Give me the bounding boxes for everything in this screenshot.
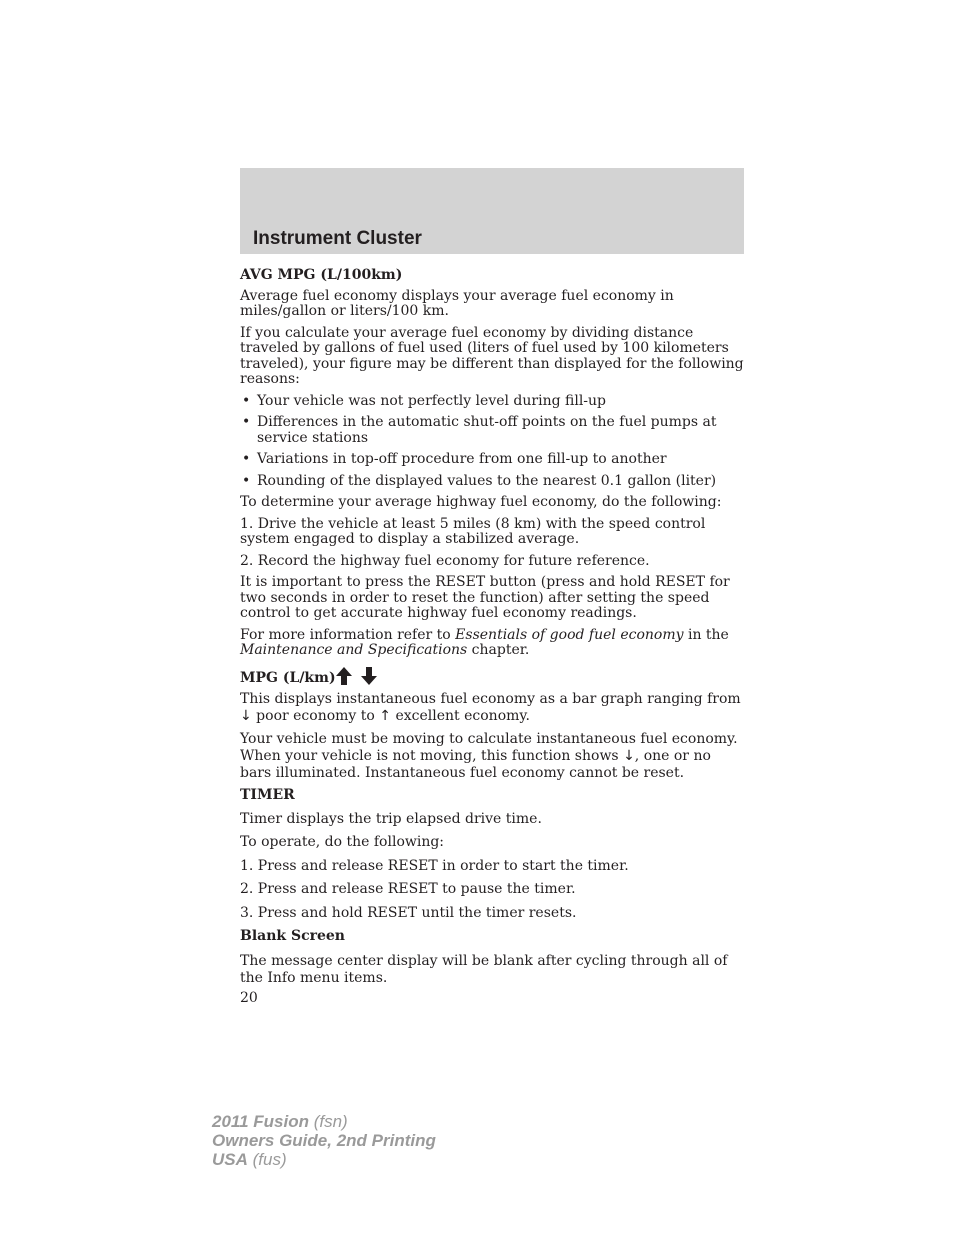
avg-mpg-paragraph-5 (240, 628, 744, 659)
avg-mpg-paragraph-4: It is important to press the RESET button (press and hold RESET for two seconds in order to reset the function) after setting the speed control to get accurate highway fuel economy readings. (240, 574, 730, 621)
avg-mpg-reasons-list (240, 394, 744, 490)
mpg-heading-text: MPG (L/km) (240, 669, 336, 686)
timer-paragraph-2: To operate, do the following: (240, 834, 445, 850)
arrow-up-icon (336, 667, 352, 685)
mpg-heading (240, 667, 744, 687)
text-run: Your vehicle must be moving to calculate instantaneous fuel economy. When your vehicle is not moving, this function shows (240, 731, 738, 764)
avg-mpg-step-1: 1. Drive the vehicle at least 5 miles (8 km) with the speed control system engaged to display a stabilized average. (240, 515, 706, 547)
footer-line-1 (212, 1112, 436, 1131)
arrow-down-icon (361, 667, 377, 685)
list-item: • Rounding of the displayed values to the nearest 0.1 gallon (liter) (240, 474, 744, 490)
footer-market-code: (fus) (247, 1150, 287, 1169)
timer-step-3: 3. Press and hold RESET until the timer resets. (240, 904, 577, 921)
page-content (240, 268, 744, 1012)
list-item: • Your vehicle was not perfectly level during fill-up (240, 394, 744, 410)
avg-mpg-paragraph-1: Average fuel economy displays your average fuel economy in miles/gallon or liters/100 km. (240, 287, 674, 319)
document-footer (212, 1112, 436, 1169)
reference-essentials: Essentials of good fuel economy (455, 626, 684, 643)
text-run: chapter. (467, 642, 530, 658)
header-band (240, 168, 744, 254)
page-title: Instrument Cluster (253, 228, 422, 249)
timer-heading: TIMER (240, 787, 295, 803)
text-run: in the (683, 626, 729, 643)
footer-model: 2011 Fusion (212, 1112, 309, 1131)
footer-market: USA (212, 1150, 248, 1169)
mpg-paragraph-1 (240, 691, 744, 725)
avg-mpg-paragraph-3: To determine your average highway fuel economy, do the following: (240, 494, 722, 510)
footer-guide: Owners Guide, 2nd Printing (212, 1131, 436, 1150)
list-item: • Variations in top-off procedure from one fill-up to another (240, 452, 744, 468)
timer-step-2: 2. Press and release RESET to pause the timer. (240, 881, 576, 897)
text-run: excellent economy. (391, 708, 530, 724)
text-run: For more information refer to (240, 626, 456, 643)
footer-line-3 (212, 1150, 436, 1169)
list-item: • Differences in the automatic shut-off points on the fuel pumps at service stations (240, 415, 744, 446)
arrow-down-icon: ↓ (240, 708, 252, 724)
avg-mpg-paragraph-2: If you calculate your average fuel economy by dividing distance traveled by gallons of fuel used (liters of fuel used by 100 kilometers traveled), your figure may be different than displayed for the following reasons: (240, 324, 744, 387)
text-run: poor economy to (251, 708, 380, 724)
mpg-paragraph-2 (240, 731, 744, 782)
arrow-down-icon: ↓ (623, 748, 635, 764)
arrow-up-icon: ↑ (379, 708, 392, 724)
page-number: 20 (240, 989, 258, 1006)
footer-model-code: (fsn) (309, 1112, 348, 1131)
timer-step-1: 1. Press and release RESET in order to start the timer. (240, 857, 629, 874)
timer-paragraph-1: Timer displays the trip elapsed drive time. (240, 810, 542, 827)
avg-mpg-step-2: 2. Record the highway fuel economy for future reference. (240, 552, 650, 569)
blank-screen-paragraph: The message center display will be blank after cycling through all of the Info menu items. (240, 952, 728, 986)
text-run: , one or no bars illuminated. Instantaneous fuel economy cannot be reset. (240, 748, 711, 781)
reference-maintenance: Maintenance and Specifications (240, 642, 468, 658)
blank-screen-heading: Blank Screen (240, 928, 345, 944)
footer-line-2 (212, 1131, 436, 1150)
text-run: This displays instantaneous fuel economy as a bar graph ranging from (240, 691, 741, 707)
avg-mpg-heading: AVG MPG (L/100km) (240, 267, 403, 283)
